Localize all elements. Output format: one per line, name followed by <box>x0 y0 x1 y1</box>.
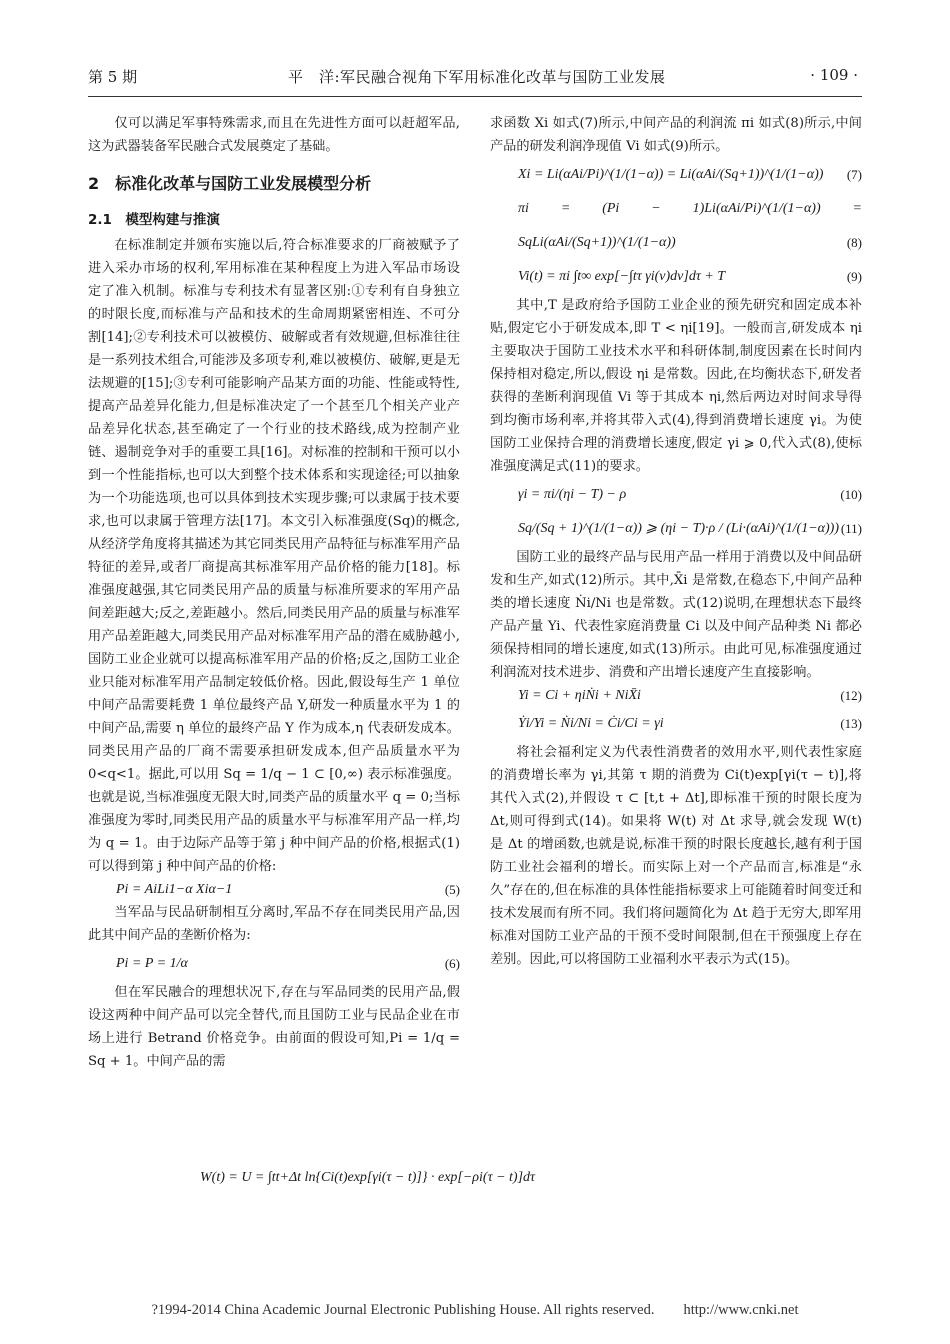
equation-number: (6) <box>444 956 460 971</box>
equation-number: (8) <box>846 235 862 250</box>
paragraph: 但在军民融合的理想状况下,存在与军品同类的民用产品,假设这两种中间产品可以完全替代,而且国防工业与民品企业在市场上进行 Betrand 价格竞争。由前面的假设可知,Pi = 1/q = Sq + 1。中间产品的需 <box>88 985 460 1069</box>
paragraph: 国防工业的最终产品与民用产品一样用于消费以及中间品研发和生产,如式(12)所示。其中,X̄i 是常数,在稳态下,中间产品种类的增长速度 Ṅi/Ni 也是常数。式(12)说明,在理想状态下最终产品产量 Yi、代表性家庭消费量 Ci 以及中间产品种类 Ni 都必须保持相同的增长速度,如式(13)所示。由此可见,标准强度通过利润流对技术进步、消费和产出增长速度产生直接影响。 <box>490 550 862 680</box>
section-heading: 2 标准化改革与国防工业发展模型分析 <box>88 174 372 193</box>
equation-number: (5) <box>444 882 460 897</box>
paragraph: 当军品与民品研制相互分离时,军品不存在同类民用产品,因此其中间产品的垄断价格为: <box>88 905 460 943</box>
copyright-footer: ?1994-2014 China Academic Journal Electronic Publishing House. All rights reserved. http://www.cnki.net <box>151 1302 799 1318</box>
equation-5: Pi = AiLi1−α Xiα−1 (5) <box>88 878 460 901</box>
page-header <box>88 66 862 94</box>
paragraph: 将社会福利定义为代表性消费者的效用水平,则代表性家庭的消费增长率为 γi,其第 τ 期的消费为 Ci(t)exp[γi(τ − t)],将其代入式(2),并假设 τ ⊂ [t,t + Δt],即标准干预的时限长度为 Δt,则可得到式(14)。如果将 W(t) 对 Δt 求导,就会发现 W(t) 是 Δt 的增函数,也就是说,标准干预的时限长度越长,越有利于国防工业社会福利的增长。而实际上对一个产品而言,标准是“永久”存在的,但在标准的具体性能指标要求上可能随着时间变迁和技术发展而有所不同。我们将问题简化为 Δt 趋于无穷大,即军用标准对国防工业产品的干预不受时间限制,但在干预强度上存在差别。因此,可以将国防工业福利水平表示为式(15)。 <box>490 745 862 967</box>
page-number: · 109 · <box>810 66 858 84</box>
equation-7: Xi = Li(αAi/Pi)^(1/(1−α)) = Li(αAi/(Sq+1))^(1/(1−α)) (7) <box>490 158 862 192</box>
equation-14: W(t) = U = ∫tt+Δt ln{Ci(t)exp[γi(τ − t)]} · exp[−ρi(τ − t)]dτ <box>200 1170 536 1185</box>
paragraph: 在标准制定并颁布实施以后,符合标准要求的厂商被赋予了进入采办市场的权利,军用标准在某种程度上为进入军品市场设定了准入机制。标准与专利技术有显著区别:①专利有自身独立的时限长度,而标准与产品和技术的生命周期紧密相连、不可分割[14];②专利技术可以被模仿、破解或者有效规避,但标准往往是一系列技术组合,可能涉及多项专利,难以被模仿、破解,更是无法规避的[15];③专利可能影响产品某方面的功能、性能或特性,提高产品差异化能力,但是标准决定了一个甚至几个相关产业产品差异化状态,甚至确定了一个行业的技术路线,成为控制产业链、遏制竞争对手的重要工具[16]。对标准的控制和干预可以小到一个性能指标,也可以大到整个技术体系和实现途径;可以抽象为一个功能选项,也可以具体到技术实现步骤;可以隶属于技术要求,也可以隶属于管理方法[17]。本文引入标准强度(Sq)的概念,从经济学角度将其描述为其它同类民用产品特征与标准军用产品特征的差异,或者厂商提高其标准军用产品价格的能力[18]。标准强度越强,其它同类民用产品的质量与标准所要求的军用产品间差距越大;反之,差距越小。然后,同类民用产品的质量与标准军用产品差距越大,同类民用产品对标准军用产品的潜在威胁越小,国防工业企业就可以提高标准军用产品的价格;反之,国防工业企业只能对标准军用产品制定较低价格。因此,假设每生产 1 单位中间产品需要耗费 1 单位最终产品 Y,研发一种质量水平为 1 的中间产品,需要 η 单位的最终产品 Y 作为成本,η 代表研发成本。同类民用产品的厂商不需要承担研发成本,但产品质量水平为 0<q<1。据此,可以用 Sq = 1/q − 1 ⊂ [0,∞) 表示标准强度。也就是说,当标准强度无限大时,同类产品的质量水平 q = 0;当标准强度为零时,同类民用产品的质量水平与标准军用产品一样,均为 q = 1。由于边际产品等于第 j 种中间产品的价格,根据式(1)可以得到第 j 种中间产品的价格: <box>88 238 460 874</box>
equation-9: Vi(t) = πi ∫t∞ exp[−∫tτ γi(v)dv]dτ + T (9) <box>490 260 862 294</box>
header-rule <box>88 96 862 97</box>
issue-number: 第 5 期 <box>88 68 138 86</box>
right-column <box>490 112 862 971</box>
paragraph: 仅可以满足军事特殊需求,而且在先进性方面可以赶超军品,这为武器装备军民融合式发展奠定了基础。 <box>88 116 460 154</box>
equation-8: πi = (Pi − 1)Li(αAi/Pi)^(1/(1−α)) = SqLi(αAi/(Sq+1))^(1/(1−α)) (8) <box>490 192 862 260</box>
equation-number: (9) <box>846 269 862 284</box>
equation-number: (10) <box>840 487 862 502</box>
equation-11: Sq/(Sq + 1)^(1/(1−α)) ⩾ (ηi − T)·ρ / (Li·(αAi)^(1/(1−α))) (11) <box>490 512 862 546</box>
equation-6: Pi = P = 1/α (6) <box>88 947 460 981</box>
paragraph: 其中,T 是政府给予国防工业企业的预先研究和固定成本补贴,假定它小于研发成本,即 T < ηi[19]。一般而言,研发成本 ηi 主要取决于国防工业技术水平和科研体制,制度因素在长时间内保持相对稳定,所以,假设 ηi 是常数。因此,在均衡状态下,研发者获得的垄断利润现值 Vi 等于其成本 ηi,然后两边对时间求导得到均衡市场利率,并将其带入式(4),得到消费增长速度 γi。为使国防工业保持合理的消费增长速度,假定 γi ⩾ 0,代入式(8),使标准强度满足式(11)的要求。 <box>490 298 862 474</box>
running-title: 平 洋:军民融合视角下军用标准化改革与国防工业发展 <box>288 68 666 86</box>
equation-10: γi = πi/(ηi − T) − ρ (10) <box>490 478 862 512</box>
equation-number: (13) <box>840 716 862 731</box>
equation-13: Ẏi/Yi = Ṅi/Ni = Ċi/Ci = γi (13) <box>490 707 862 741</box>
paragraph: 求函数 Xi 如式(7)所示,中间产品的利润流 πi 如式(8)所示,中间产品的研发利润净现值 Vi 如式(9)所示。 <box>490 116 862 154</box>
equation-12: Yi = Ci + ηiṄi + NiX̄i (12) <box>490 684 862 707</box>
equation-number: (7) <box>846 167 862 182</box>
equation-number: (11) <box>840 521 862 536</box>
subsection-heading: 2.1 模型构建与推演 <box>88 212 220 228</box>
equation-number: (12) <box>840 688 862 703</box>
left-column <box>88 112 460 1073</box>
